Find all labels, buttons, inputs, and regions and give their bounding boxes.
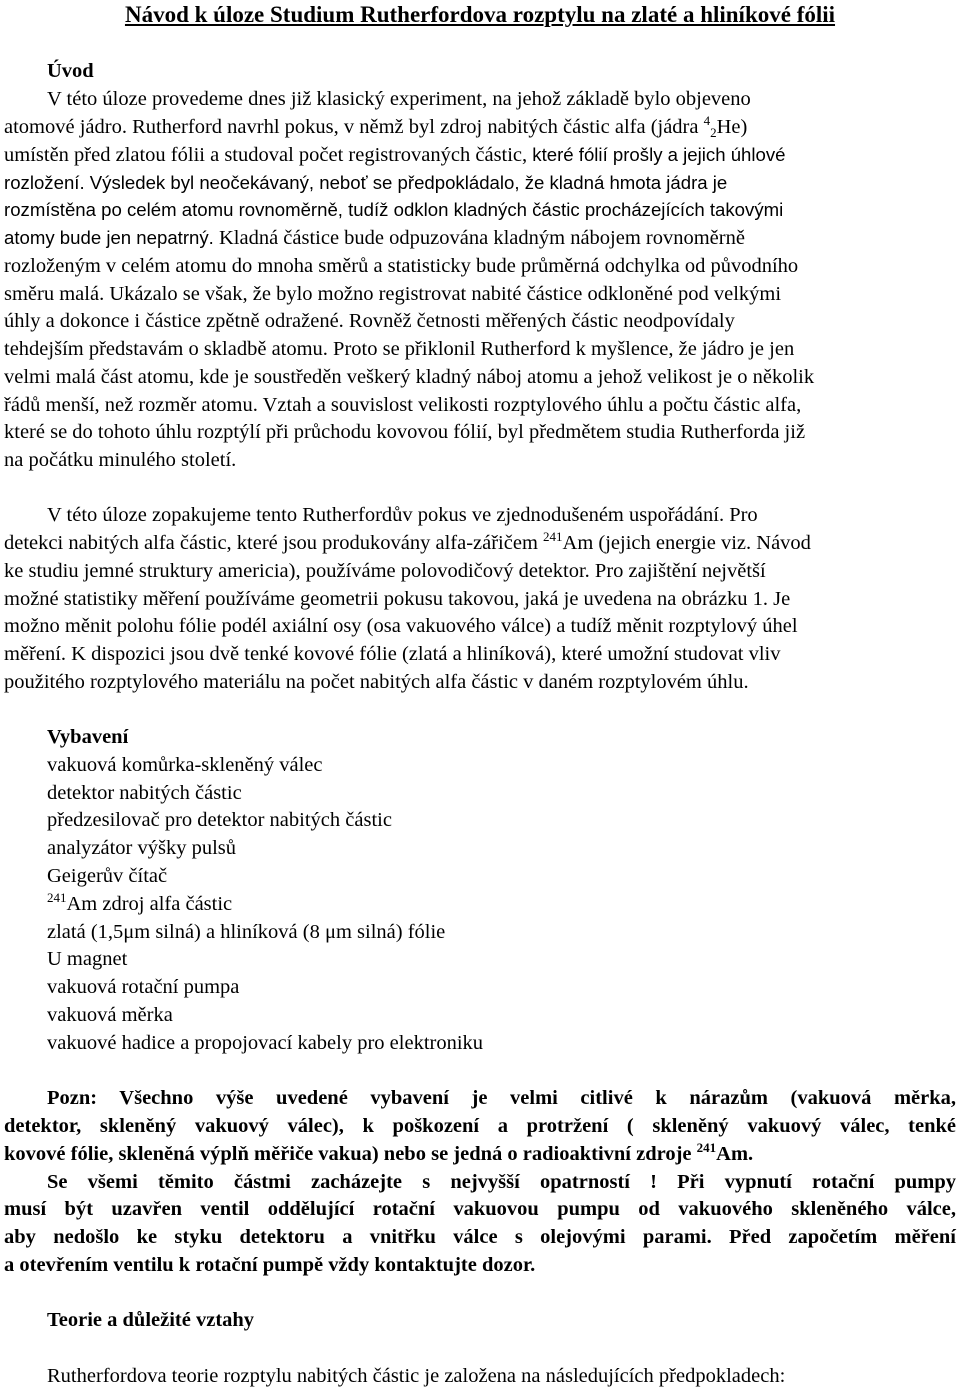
document-title: Návod k úloze Studium Rutherfordova rozptylu na zlaté a hliníkové fólii — [124, 2, 836, 27]
intro-line: velmi malá část atomu, kde je soustředěn veškerý kladný náboj atomu a jehož velikost je o několik — [4, 366, 815, 388]
note-line: kovové fólie, skleněná výplň měřiče vakua) nebo se jedná o radioaktivní zdroje $^{241}$Am. — [4, 1140, 754, 1165]
intro-line: úhly a dokonce i částice zpětně odražené. Rovněž četnosti měřených částic neodpovídaly — [4, 310, 735, 332]
theory-heading: Teorie a důležité vztahy — [47, 1309, 255, 1331]
method-line: měření. K dispozici jsou dvě tenké kovové fólie (zlatá a hliníková), které umožní studovat vliv — [4, 643, 781, 665]
intro-line: řádů menší, než rozměr atomu. Vztah a souvislost velikosti rozptylového úhlu a počtu částic alfa, — [4, 394, 802, 416]
note-line: musí být uzavřen ventil oddělující rotační vakuovou pumpu od vakuového skleněného válce, — [4, 1198, 956, 1220]
intro-line: umístěn před zlatou fólii a studoval počet registrovaných částic, které fólií prošly a jejich úhlové — [4, 144, 786, 166]
intro-line: rozloženým v celém atomu do mnoha směrů a statisticky bude průměrná odchylka od původního — [4, 255, 799, 277]
note-line: detektor, skleněný vakuový válec), k poškození a protržení ( skleněný vakuový válec, tenké — [4, 1115, 956, 1137]
equipment-item: vakuová rotační pumpa — [47, 976, 240, 998]
equipment-item: analyzátor výšky pulsů — [47, 837, 237, 859]
equipment-item: $^{241}$Am zdroj alfa částic — [47, 890, 233, 915]
equipment-item: vakuová měrka — [47, 1004, 173, 1026]
intro-line: atomy bude jen nepatrný. Kladná částice bude odpuzována kladným nábojem rovnoměrně — [4, 227, 745, 249]
equipment-item: Geigerův čítač — [47, 865, 168, 887]
method-line: V této úloze zopakujeme tento Rutherfordův pokus ve zjednodušeném uspořádání. Pro — [47, 504, 758, 526]
equipment-item: vakuová komůrka-skleněný válec — [47, 754, 323, 776]
method-line: možné statistiky měření používáme geometrii pokusu takovou, jaká je uvedena na obrázku 1. Je — [4, 588, 791, 610]
intro-line: směru malá. Ukázalo se však, že bylo možno registrovat nabité částice odkloněné pod velkými — [4, 283, 782, 305]
note-line: Se všemi těmito částmi zacházejte s nejvyšší opatrností ! Při vypnutí rotační pumpy — [47, 1171, 956, 1193]
intro-line: na počátku minulého století. — [4, 449, 237, 471]
intro-line: atomové jádro. Rutherford navrhl pokus, v němž byl zdroj nabitých částic alfa (jádra $^4_2$He) — [4, 113, 748, 140]
equipment-item: detektor nabitých částic — [47, 782, 242, 804]
theory-line: Rutherfordova teorie rozptylu nabitých částic je založena na následujících předpokladech: — [47, 1365, 786, 1387]
equipment-item: vakuové hadice a propojovací kabely pro elektroniku — [47, 1032, 484, 1054]
intro-line: rozmístěna po celém atomu rovnoměrně, tudíž odklon kladných částic procházejících takovými — [4, 199, 784, 220]
method-line: možno měnit polohu fólie podél axiální osy (osa vakuového válce) a tudíž měnit rozptylový úhel — [4, 615, 798, 637]
method-line: detekci nabitých alfa částic, které jsou produkovány alfa-zářičem $^{241}$Am (jejich energie viz. Návod — [4, 529, 811, 554]
intro-line: rozložení. Výsledek byl neočekávaný, neboť se předpokládalo, že kladná hmota jádra je — [4, 172, 728, 193]
note-line: a otevřením ventilu k rotační pumpě vždy kontaktujte dozor. — [4, 1254, 536, 1276]
equipment-item: zlatá (1,5μm silná) a hliníková (8 μm silná) fólie — [47, 921, 446, 943]
method-line: ke studiu jemné struktury americia), používáme polovodičový detektor. Pro zajištění největší — [4, 560, 766, 582]
intro-heading: Úvod — [47, 60, 94, 82]
equipment-item: U magnet — [47, 948, 128, 970]
intro-line: které se do tohoto úhlu rozptýlí při průchodu kovovou fólií, byl předmětem studia Rutherforda již — [4, 421, 806, 443]
equipment-heading: Vybavení — [47, 726, 129, 748]
intro-line: V této úloze provedeme dnes již klasický experiment, na jehož základě bylo objeveno — [47, 88, 751, 110]
equipment-item: předzesilovač pro detektor nabitých částic — [47, 809, 392, 831]
note-line: aby nedošlo ke styku detektoru a vnitřku válce s olejovými parami. Před započetím měření — [4, 1226, 956, 1248]
note-line: Pozn: Všechno výše uvedené vybavení je velmi citlivé k nárazům (vakuová měrka, — [47, 1087, 956, 1109]
intro-line: tehdejším představám o skladbě atomu. Proto se přiklonil Rutherford k myšlence, že jádro je jen — [4, 338, 795, 360]
method-line: použitého rozptylového materiálu na počet nabitých alfa částic v daném rozptylovém úhlu. — [4, 671, 749, 693]
